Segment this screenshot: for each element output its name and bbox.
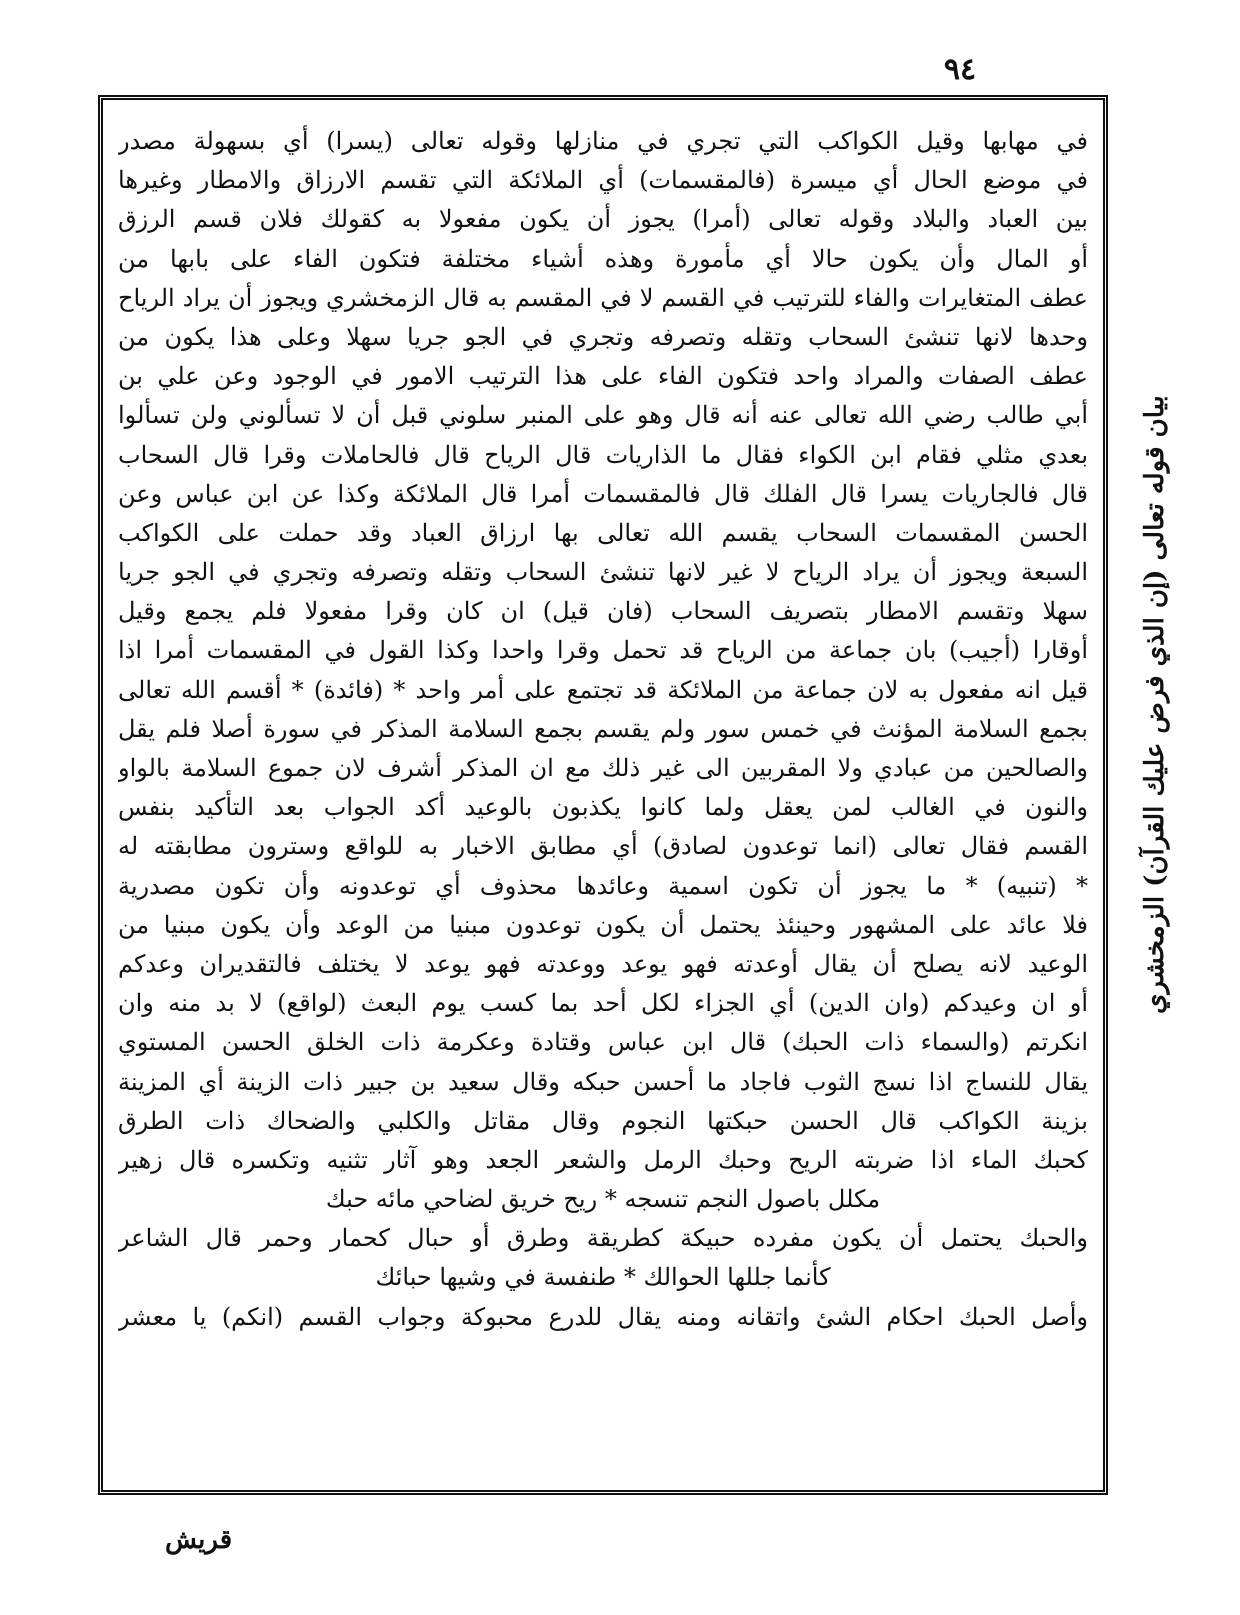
text-line: * (تنبيه) * ما يجوز أن تكون اسمية وعائدها محذوف أي توعدونه وأن تكون مصدرية — [118, 871, 1088, 900]
text-line: عطف المتغايرات والفاء للترتيب في القسم لا في المقسم به قال الزمخشري ويجوز أن يراد الرياح — [118, 283, 1088, 312]
text-line: بين العباد والبلاد وقوله تعالى (أمرا) يجوز أن يكون مفعولا به كقولك فلان قسم الرزق — [118, 205, 1088, 234]
page-number: ٩٤ — [943, 52, 977, 87]
text-line: بجمع السلامة المؤنث في خمس سور ولم يقسم بجمع السلامة المذكر في سورة أصلا فلم يقل — [118, 714, 1088, 743]
text-line: أو المال وأن يكون حالا أي مأمورة وهذه أشياء مختلفة فتكون الفاء على بابها من — [118, 244, 1088, 273]
text-line: السبعة ويجوز أن يراد الرياح لا غير لانها تنشئ السحاب وتقله وتصرفه وتجري في الجو جريا — [118, 558, 1088, 587]
text-line: يقال للنساج اذا نسج الثوب فاجاد ما أحسن حبكه وقال سعيد بن جبير ذات الزينة أي المزينة — [118, 1067, 1088, 1096]
text-line: والصالحين من عبادي ولا المقربين الى غير ذلك مع ان المذكر أشرف لان جموع السلامة بالواو — [118, 754, 1088, 782]
text-line: فلا عائد على المشهور وحينئذ يحتمل أن يكون توعدون مبنيا من الوعد وأن يكون مبنيا من — [118, 910, 1088, 939]
text-line: قيل انه مفعول به لان جماعة من الملائكة قد تجتمع على أمر واحد * (فائدة) * أقسم الله تعالى — [118, 675, 1088, 704]
text-line: الحسن المقسمات السحاب يقسم الله تعالى بها ارزاق العباد وقد حملت على الكواكب — [118, 518, 1088, 547]
text-line: انكرتم (والسماء ذات الحبك) قال ابن عباس وقتادة وعكرمة ذات الخلق الحسن المستوي — [118, 1028, 1088, 1057]
text-line: في موضع الحال أي ميسرة (فالمقسمات) أي الملائكة التي تقسم الارزاق والامطار وغيرها — [118, 166, 1088, 195]
text-line: عطف الصفات والمراد واحد فتكون الفاء على هذا الترتيب الامور في الوجود وعن علي بن — [118, 362, 1088, 391]
text-line: بزينة الكواكب قال الحسن حبكتها النجوم وقال مقاتل والكلبي والضحاك ذات الطرق — [118, 1106, 1088, 1135]
side-note: بيان قوله تعالى (إن الذي فرض عليك القرآن) الزمخشري — [1140, 395, 1170, 1015]
text-line: قال فالجاريات يسرا قال الفلك قال فالمقسمات أمرا قال الملائكة وكذا عن ابن عباس وعن — [118, 479, 1088, 508]
text-line: كحبك الماء اذا ضربته الريح وحبك الرمل والشعر الجعد وهو آثار تثنيه وتكسره قال زهير — [118, 1145, 1088, 1174]
text-line: أو ان وعيدكم (وان الدين) أي الجزاء لكل أحد بما كسب يوم البعث (لواقع) لا بد منه وان — [118, 989, 1088, 1018]
text-line: بعدي مثلي فقام ابن الكواء فقال ما الذاريات قال الرياح قال فالحاملات وقرا قال السحاب — [118, 440, 1088, 469]
text-line: والحبك يحتمل أن يكون مفرده حبيكة كطريقة وطرق أو حبال كحمار وحمر قال الشاعر — [118, 1224, 1088, 1253]
catchword: قريش — [165, 1525, 233, 1555]
text-line: والنون في الغالب لمن يعقل ولما كانوا يكذبون بالوعيد أكد الجواب بعد التأكيد بنفس — [118, 793, 1088, 822]
poem-verse: مكلل باصول النجم تنسجه * ريح خريق لضاحي مائه حبك — [325, 1185, 881, 1214]
text-line: وأصل الحبك احكام الشئ واتقانه ومنه يقال للدرع محبوكة وجواب القسم (انكم) يا معشر — [118, 1302, 1088, 1331]
text-line: في مهابها وقيل الكواكب التي تجري في منازلها وقوله تعالى (يسرا) أي بسهولة مصدر — [118, 127, 1088, 155]
body-text — [118, 122, 1088, 1477]
text-line: سهلا وتقسم الامطار بتصريف السحاب (فان قيل) ان كان وقرا مفعولا فلم يجمع وقيل — [118, 597, 1088, 626]
poem-verse: كأنما جللها الحوالك * طنفسة في وشيها حبائك — [375, 1263, 831, 1292]
text-line: وحدها لانها تنشئ السحاب وتقله وتصرفه وتجري في الجو جريا سهلا وعلى هذا يكون من — [118, 322, 1088, 351]
text-line: الوعيد لانه يصلح أن يقال أوعدته فهو يوعد ووعدته فهو يوعد لا يختلف فالتقديران وعدكم — [118, 949, 1088, 978]
text-line: أبي طالب رضي الله تعالى عنه أنه قال وهو على المنبر سلوني قبل أن لا تسألوني ولن تسألوا — [118, 401, 1088, 430]
text-line: أوقارا (أجيب) بان جماعة من الرياح قد تحمل وقرا واحدا وكذا القول في المقسمات أمرا اذا — [118, 636, 1088, 665]
text-line: القسم فقال تعالى (انما توعدون لصادق) أي مطابق الاخبار به للواقع وسترون مطابقته له — [118, 832, 1088, 861]
